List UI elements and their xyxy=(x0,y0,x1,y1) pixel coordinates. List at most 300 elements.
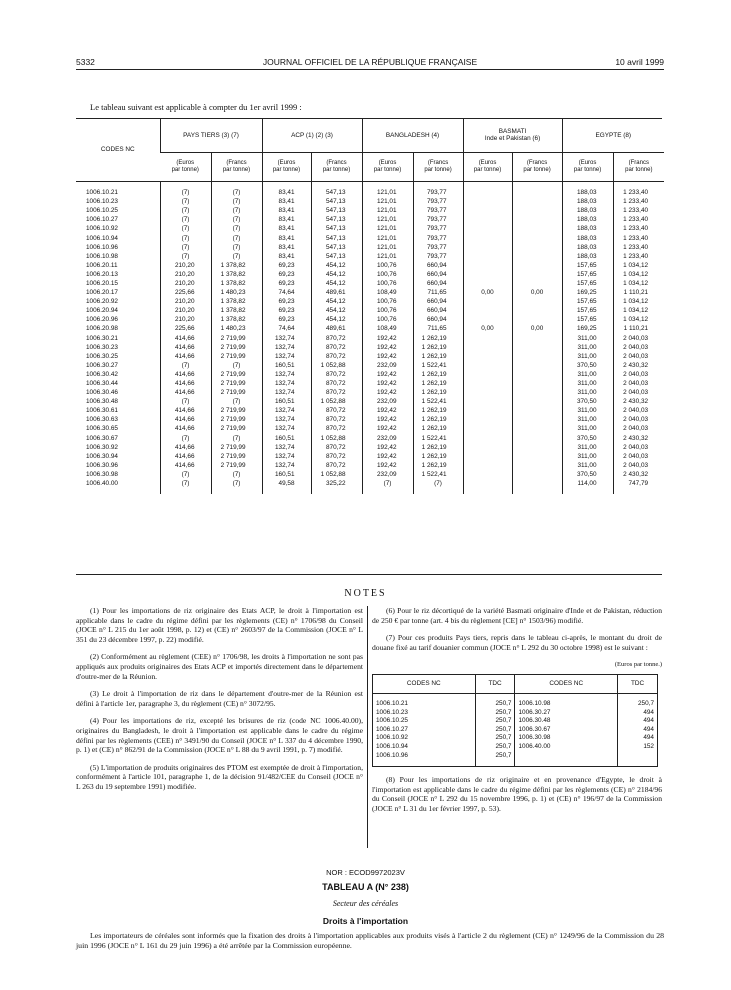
duty-cell xyxy=(512,397,562,406)
duty-cell xyxy=(463,252,512,261)
duty-cell: 311,00 xyxy=(562,461,613,470)
tdc-value-cell: 250,7 xyxy=(475,693,515,708)
code-nc-cell: 1006.30.23 xyxy=(86,343,118,351)
duty-cell: 414,66 xyxy=(160,443,211,452)
unit-euro-header xyxy=(262,153,311,182)
tdc-code-cell: 1006.30.67 xyxy=(515,726,618,735)
tdc-value-cell: 494 xyxy=(618,709,658,718)
duty-cell: 311,00 xyxy=(562,415,613,424)
duty-cell: (7) xyxy=(160,243,211,252)
duty-cell: 1 262,19 xyxy=(413,443,463,452)
code-nc-cell: 1006.30.96 xyxy=(86,461,118,469)
code-nc-cell: 1006.10.25 xyxy=(86,207,118,215)
duty-cell: 793,77 xyxy=(413,233,463,242)
duty-cell: 414,66 xyxy=(160,379,211,388)
duty-cell: 121,01 xyxy=(362,243,413,252)
duty-cell: 660,94 xyxy=(413,279,463,288)
code-nc-cell: 1006.10.96 xyxy=(86,243,118,251)
duty-cell: 83,41 xyxy=(262,233,311,242)
duty-cell: (7) xyxy=(211,361,262,370)
duty-cell: 132,74 xyxy=(262,370,311,379)
duty-cell: 711,65 xyxy=(413,288,463,297)
unit-euro-header xyxy=(160,153,211,182)
tdc-code-cell: 1006.40.00 xyxy=(515,743,618,752)
code-nc-cell: 1006.10.27 xyxy=(86,216,118,224)
duty-cell: 192,42 xyxy=(362,334,413,343)
duty-cell: 2 040,03 xyxy=(613,415,664,424)
duty-cell: 414,66 xyxy=(160,452,211,461)
duty-cell: 547,13 xyxy=(311,252,362,261)
duty-cell xyxy=(512,306,562,315)
duty-cell xyxy=(512,461,562,470)
tdc-row xyxy=(373,709,658,718)
duty-cell: 454,12 xyxy=(311,261,362,270)
duty-cell: 2 040,03 xyxy=(613,452,664,461)
duty-cell: 1 233,40 xyxy=(613,206,664,215)
unit-line: par tonne) xyxy=(171,167,199,173)
code-nc-cell: 1006.10.92 xyxy=(86,225,118,233)
duty-cell: 121,01 xyxy=(362,197,413,206)
duty-cell: 225,66 xyxy=(160,288,211,297)
duty-cell: 1 110,21 xyxy=(613,288,664,297)
duty-cell: 747,79 xyxy=(613,479,664,494)
tdc-row xyxy=(373,693,658,708)
duty-cell: 192,42 xyxy=(362,443,413,452)
duty-cell xyxy=(512,261,562,270)
group-header-pays-tiers: PAYS TIERS (3) (7) xyxy=(160,118,262,153)
duty-cell: 188,03 xyxy=(562,252,613,261)
code-nc-cell: 1006.30.42 xyxy=(86,370,118,378)
code-nc-cell: 1006.30.63 xyxy=(86,416,118,424)
unit-line: par tonne) xyxy=(573,167,602,173)
duty-cell: 370,50 xyxy=(562,470,613,479)
tdc-code-cell: 1006.30.98 xyxy=(515,734,618,743)
duty-cell: 232,09 xyxy=(362,470,413,479)
duty-cell: (7) xyxy=(160,215,211,224)
duty-cell xyxy=(512,470,562,479)
duty-cell: 793,77 xyxy=(413,243,463,252)
duty-cell: 2 040,03 xyxy=(613,443,664,452)
unit-line: par tonne) xyxy=(272,167,301,173)
duty-cell: 188,03 xyxy=(562,224,613,233)
duty-cell: 1 233,40 xyxy=(613,224,664,233)
duty-cell: 660,94 xyxy=(413,270,463,279)
duty-cell: 1 052,88 xyxy=(311,470,362,479)
duty-cell: 49,58 xyxy=(262,479,311,494)
duty-cell: 547,13 xyxy=(311,243,362,252)
note-1: (1) Pour les importations de riz originaire des Etats ACP, le droit à l'importation est applicable dans le cadre du régime défini par les règlements (CE) n° 1706/98 du Conseil (JOCE n° L 215 du 1er août 1998, p. 12) et (CE) n° 2603/97 de la Commission (JOCE n° L 351 du 23 décembre 1997, p. 22) modifié. xyxy=(76,606,363,644)
unit-euro-header xyxy=(463,153,512,182)
duty-cell: 414,66 xyxy=(160,415,211,424)
duty-cell: 188,03 xyxy=(562,206,613,215)
duty-cell xyxy=(512,297,562,306)
unit-line: par tonne) xyxy=(523,167,551,173)
duty-cell: 2 040,03 xyxy=(613,370,664,379)
duty-cell: 1 262,19 xyxy=(413,424,463,433)
duty-cell: 489,61 xyxy=(311,288,362,297)
duty-cell: 69,23 xyxy=(262,306,311,315)
duty-cell: 108,49 xyxy=(362,288,413,297)
duty-cell: 311,00 xyxy=(562,443,613,452)
tdc-code-cell xyxy=(515,752,618,767)
duty-cell: 454,12 xyxy=(311,279,362,288)
note-8: (8) Pour les importations de riz originaire et en provenance d'Egypte, le droit à l'importation est applicable dans le cadre du régime défini par les règlements (CE) n° 2184/96 du Conseil (JOCE n° L 292 du 15 novembre 1996, p. 1) et (CE) n° 196/97 de la Commission (JOCE n° L 31 du 1er février 1997, p. 53). xyxy=(372,775,662,813)
duty-cell: 311,00 xyxy=(562,452,613,461)
duty-cell: 0,00 xyxy=(463,288,512,297)
duty-cell: 1 262,19 xyxy=(413,379,463,388)
duty-cell: 870,72 xyxy=(311,370,362,379)
unit-line: (Francs xyxy=(427,160,449,166)
duty-cell xyxy=(512,388,562,397)
code-nc-cell: 1006.30.92 xyxy=(86,443,118,451)
note-4: (4) Pour les importations de riz, excepté les brisures de riz (code NC 1006.40.00), originaires du Bangladesh, le droit à l'importation est applicable dans le cadre du régime défini par les règlements (CEE) n° 3491/90 du Conseil (JOCE n° L 337 du 4 décembre 1990, p. 1) et (CE) n° 862/91 de la Commission (JOCE n° L 88 du 9 avril 1991, p. 7) modifié. xyxy=(76,716,363,755)
duty-cell xyxy=(463,306,512,315)
duty-cell: 1 378,82 xyxy=(211,270,262,279)
duty-cell: 660,94 xyxy=(413,306,463,315)
duty-cell: 160,51 xyxy=(262,470,311,479)
duty-cell xyxy=(463,461,512,470)
duty-cell: 711,65 xyxy=(413,324,463,333)
code-nc-cell: 1006.30.61 xyxy=(86,407,118,415)
unit-euro-header xyxy=(362,153,413,182)
table-row xyxy=(76,470,664,479)
duty-cell: 1 262,19 xyxy=(413,452,463,461)
duty-cell xyxy=(463,397,512,406)
tdc-code-cell: 1006.30.27 xyxy=(515,709,618,718)
duty-cell: 69,23 xyxy=(262,297,311,306)
unit-line: (Francs xyxy=(226,160,247,166)
duty-cell: 100,76 xyxy=(362,306,413,315)
duty-cell: 660,94 xyxy=(413,297,463,306)
note-7: (7) Pour ces produits Pays tiers, repris dans le tableau ci-après, le montant du droit de douane fixé au tarif douanier commun (JOCE n° L 292 du 30 octobre 1998) est le suivant : xyxy=(372,633,662,652)
unit-franc-header xyxy=(211,153,262,182)
table-row xyxy=(76,361,664,370)
duty-cell xyxy=(463,361,512,370)
duty-cell xyxy=(512,479,562,494)
duty-cell xyxy=(463,270,512,279)
duty-cell: 311,00 xyxy=(562,379,613,388)
duty-cell: 121,01 xyxy=(362,182,413,198)
duty-cell: 311,00 xyxy=(562,334,613,343)
duty-cell xyxy=(463,352,512,361)
duty-cell: 121,01 xyxy=(362,252,413,261)
duty-cell: 870,72 xyxy=(311,461,362,470)
duty-cell: (7) xyxy=(160,206,211,215)
group-header-bangladesh: BANGLADESH (4) xyxy=(362,118,463,153)
duty-cell xyxy=(463,452,512,461)
duty-cell: 2 040,03 xyxy=(613,352,664,361)
duty-cell: 414,66 xyxy=(160,343,211,352)
duty-cell: 454,12 xyxy=(311,297,362,306)
duty-cell: (7) xyxy=(160,182,211,198)
duty-cell: 69,23 xyxy=(262,315,311,324)
tdc-value-cell: 250,7 xyxy=(475,726,515,735)
duty-cell: 83,41 xyxy=(262,182,311,198)
table-row xyxy=(76,261,664,270)
code-nc-cell: 1006.20.11 xyxy=(86,261,118,269)
duty-cell xyxy=(512,379,562,388)
notes-right-column xyxy=(372,606,662,814)
code-nc-cell: 1006.30.25 xyxy=(86,352,118,360)
duty-cell xyxy=(512,206,562,215)
table-row xyxy=(76,397,664,406)
duty-cell: 2 040,03 xyxy=(613,343,664,352)
duty-cell xyxy=(463,343,512,352)
tdc-code-cell: 1006.10.96 xyxy=(376,751,408,759)
table-row xyxy=(76,415,664,424)
duty-cell: 121,01 xyxy=(362,224,413,233)
duty-cell: 1 034,12 xyxy=(613,306,664,315)
duty-cell: 2 040,03 xyxy=(613,379,664,388)
code-nc-cell: 1006.20.92 xyxy=(86,298,118,306)
unit-line: par tonne) xyxy=(322,167,351,173)
duty-cell: 121,01 xyxy=(362,215,413,224)
duty-cell: 660,94 xyxy=(413,261,463,270)
duty-cell: 210,20 xyxy=(160,279,211,288)
table-row xyxy=(76,270,664,279)
duty-cell: (7) xyxy=(211,233,262,242)
tableau-a-title: TABLEAU A (N° 238) xyxy=(322,882,409,892)
basmati-label: BASMATI xyxy=(498,128,527,135)
duty-cell: (7) xyxy=(160,397,211,406)
duty-cell: 2 719,99 xyxy=(211,343,262,352)
tdc-code-cell: 1006.10.27 xyxy=(376,725,408,733)
duty-cell: 2 719,99 xyxy=(211,388,262,397)
duty-cell: 547,13 xyxy=(311,224,362,233)
duty-cell: 2 430,32 xyxy=(613,361,664,370)
note-3: (3) Le droit à l'importation de riz dans le département d'outre-mer de la Réunion est défini à l'article 1er, paragraphe 3, du règlement (CE) n° 3072/95. xyxy=(76,689,363,708)
duty-cell: 1 522,41 xyxy=(413,397,463,406)
duty-cell xyxy=(512,424,562,433)
note-2: (2) Conformément au règlement (CEE) n° 1706/98, les droits à l'importation ne sont pas appliqués aux produits originaires des Etats ACP et importés directement dans le département d'outre-mer de la Réunion. xyxy=(76,652,363,681)
duty-cell: 793,77 xyxy=(413,206,463,215)
group-header-acp: ACP (1) (2) (3) xyxy=(262,118,362,153)
duty-cell: 1 378,82 xyxy=(211,279,262,288)
table-row xyxy=(76,233,664,242)
duty-cell xyxy=(512,361,562,370)
tdc-header-codes-2: CODES NC xyxy=(515,674,618,693)
tdc-value-cell: 250,7 xyxy=(475,752,515,767)
duty-cell: (7) xyxy=(211,182,262,198)
duty-cell: (7) xyxy=(211,470,262,479)
duty-cell: 132,74 xyxy=(262,379,311,388)
duty-cell: 192,42 xyxy=(362,343,413,352)
table-row xyxy=(76,424,664,433)
code-nc-cell: 1006.30.48 xyxy=(86,398,118,406)
code-nc-cell: 1006.20.98 xyxy=(86,325,118,333)
duty-cell: 157,65 xyxy=(562,297,613,306)
note-6: (6) Pour le riz décortiqué de la variété Basmati originaire d'Inde et de Pakistan, réduction de 250 € par tonne (art. 4 bis du règlement [CE] n° 1503/96) modifié. xyxy=(372,606,662,625)
duty-cell: 0,00 xyxy=(512,324,562,333)
tdc-value-cell: 152 xyxy=(618,743,658,752)
duty-cell: (7) xyxy=(211,243,262,252)
duty-cell: 232,09 xyxy=(362,397,413,406)
duty-cell: 2 040,03 xyxy=(613,424,664,433)
duty-cell: 311,00 xyxy=(562,352,613,361)
tdc-value-cell: 250,7 xyxy=(475,743,515,752)
tdc-row xyxy=(373,717,658,726)
duty-cell: (7) xyxy=(160,233,211,242)
duty-cell xyxy=(463,415,512,424)
intro-text: Le tableau suivant est applicable à compter du 1er avril 1999 : xyxy=(90,102,302,112)
tdc-code-cell: 1006.10.21 xyxy=(376,699,408,707)
duty-cell: 547,13 xyxy=(311,197,362,206)
basmati-sublabel: Inde et Pakistan (6) xyxy=(484,135,541,142)
duty-cell: 132,74 xyxy=(262,424,311,433)
duty-cell: 370,50 xyxy=(562,397,613,406)
duty-cell: 83,41 xyxy=(262,215,311,224)
duty-cell: 1 233,40 xyxy=(613,243,664,252)
duty-cell: 83,41 xyxy=(262,206,311,215)
duty-cell: (7) xyxy=(160,252,211,261)
duty-cell xyxy=(463,370,512,379)
duty-cell: 2 719,99 xyxy=(211,334,262,343)
duty-cell: 311,00 xyxy=(562,343,613,352)
table-row xyxy=(76,315,664,324)
duty-cell: 232,09 xyxy=(362,361,413,370)
duty-cell: 188,03 xyxy=(562,182,613,198)
tdc-value-cell: 494 xyxy=(618,726,658,735)
duty-cell: 132,74 xyxy=(262,461,311,470)
duty-cell xyxy=(463,297,512,306)
duty-cell: 2 430,32 xyxy=(613,470,664,479)
duty-cell: 870,72 xyxy=(311,334,362,343)
duty-cell: 454,12 xyxy=(311,315,362,324)
tdc-value-cell: 494 xyxy=(618,717,658,726)
table-row xyxy=(76,182,664,198)
table-row xyxy=(76,343,664,352)
duty-cell: 414,66 xyxy=(160,352,211,361)
duty-cell xyxy=(463,197,512,206)
unit-franc-header xyxy=(613,153,664,182)
unit-line: par tonne) xyxy=(222,167,251,173)
duty-cell xyxy=(512,343,562,352)
table-row xyxy=(76,379,664,388)
duty-cell: 210,20 xyxy=(160,270,211,279)
unit-line: (Euros xyxy=(277,160,296,166)
duty-cell: (7) xyxy=(211,224,262,233)
table-row xyxy=(76,197,664,206)
duty-cell: 210,20 xyxy=(160,297,211,306)
duty-cell: 157,65 xyxy=(562,315,613,324)
codes-nc-header: CODES NC xyxy=(100,146,135,153)
duty-cell: 210,20 xyxy=(160,306,211,315)
duty-cell: 132,74 xyxy=(262,415,311,424)
duty-cell xyxy=(512,370,562,379)
duty-cell: 2 040,03 xyxy=(613,334,664,343)
unit-euro-header xyxy=(562,153,613,182)
duty-cell: 1 522,41 xyxy=(413,361,463,370)
duty-cell: 870,72 xyxy=(311,379,362,388)
duty-cell: 1 052,88 xyxy=(311,434,362,443)
duty-cell: 454,12 xyxy=(311,306,362,315)
duty-cell: 547,13 xyxy=(311,182,362,198)
tdc-code-cell: 1006.10.25 xyxy=(376,717,408,725)
duty-cell: (7) xyxy=(362,479,413,494)
duty-cell: (7) xyxy=(211,479,262,494)
duty-cell: 2 040,03 xyxy=(613,461,664,470)
table-row xyxy=(76,243,664,252)
table-row xyxy=(76,352,664,361)
duty-cell xyxy=(463,434,512,443)
duty-cell: 188,03 xyxy=(562,197,613,206)
table-row xyxy=(76,434,664,443)
tdc-code-cell: 1006.10.98 xyxy=(515,693,618,708)
tdc-value-cell: 494 xyxy=(618,734,658,743)
duty-cell: 793,77 xyxy=(413,215,463,224)
duty-cell: 454,12 xyxy=(311,270,362,279)
duty-cell xyxy=(463,279,512,288)
duty-cell: 0,00 xyxy=(512,288,562,297)
duty-cell xyxy=(463,406,512,415)
duty-cell: 1 034,12 xyxy=(613,261,664,270)
duty-cell: 793,77 xyxy=(413,252,463,261)
duty-cell: 547,13 xyxy=(311,233,362,242)
duty-cell xyxy=(463,334,512,343)
duty-cell xyxy=(463,470,512,479)
column-separator xyxy=(367,606,368,848)
duty-cell xyxy=(512,233,562,242)
duty-cell xyxy=(463,206,512,215)
duty-cell: 414,66 xyxy=(160,424,211,433)
duty-cell: 210,20 xyxy=(160,261,211,270)
duty-cell: (7) xyxy=(211,215,262,224)
duty-cell: 157,65 xyxy=(562,261,613,270)
duty-cell: 870,72 xyxy=(311,415,362,424)
duty-cell: 414,66 xyxy=(160,388,211,397)
unit-franc-header xyxy=(512,153,562,182)
duty-cell: 192,42 xyxy=(362,406,413,415)
duty-cell: 160,51 xyxy=(262,397,311,406)
duty-cell: 100,76 xyxy=(362,297,413,306)
duty-cell xyxy=(463,379,512,388)
unit-line: par tonne) xyxy=(424,167,452,173)
duty-cell: 121,01 xyxy=(362,233,413,242)
duty-cell xyxy=(512,443,562,452)
duty-cell xyxy=(463,424,512,433)
unit-line: (Euros xyxy=(478,160,497,166)
duty-cell xyxy=(463,233,512,242)
code-nc-cell: 1006.30.94 xyxy=(86,452,118,460)
duty-cell: 370,50 xyxy=(562,361,613,370)
duty-cell xyxy=(463,261,512,270)
duty-cell: 1 233,40 xyxy=(613,182,664,198)
duty-cell: 414,66 xyxy=(160,370,211,379)
code-nc-cell: 1006.30.21 xyxy=(86,334,118,342)
unit-line: (Euros xyxy=(176,160,195,166)
duty-cell: 793,77 xyxy=(413,197,463,206)
code-nc-cell: 1006.20.13 xyxy=(86,270,118,278)
duty-cell: 325,22 xyxy=(311,479,362,494)
duty-cell: (7) xyxy=(211,197,262,206)
duty-cell: 1 233,40 xyxy=(613,215,664,224)
note-5: (5) L'importation de produits originaires des PTOM est exemptée de droit à l'importation, conformément à l'article 101, paragraphe 1, de la décision 91/482/CEE du Conseil (JOCE n° L 263 du 19 septembre 1991) modifiée. xyxy=(76,762,363,791)
duty-cell: 100,76 xyxy=(362,315,413,324)
duty-cell: 169,25 xyxy=(562,288,613,297)
duty-cell: 100,76 xyxy=(362,270,413,279)
duty-cell xyxy=(463,443,512,452)
duty-cell: 192,42 xyxy=(362,379,413,388)
duty-cell: 2 719,99 xyxy=(211,424,262,433)
code-nc-cell: 1006.20.17 xyxy=(86,289,118,297)
duty-cell xyxy=(512,224,562,233)
duty-cell: 1 034,12 xyxy=(613,315,664,324)
droits-heading: Droits à l'importation xyxy=(322,916,409,926)
duty-cell: 793,77 xyxy=(413,182,463,198)
duty-cell: (7) xyxy=(413,479,463,494)
duty-cell: 192,42 xyxy=(362,388,413,397)
duty-cell: 192,42 xyxy=(362,415,413,424)
